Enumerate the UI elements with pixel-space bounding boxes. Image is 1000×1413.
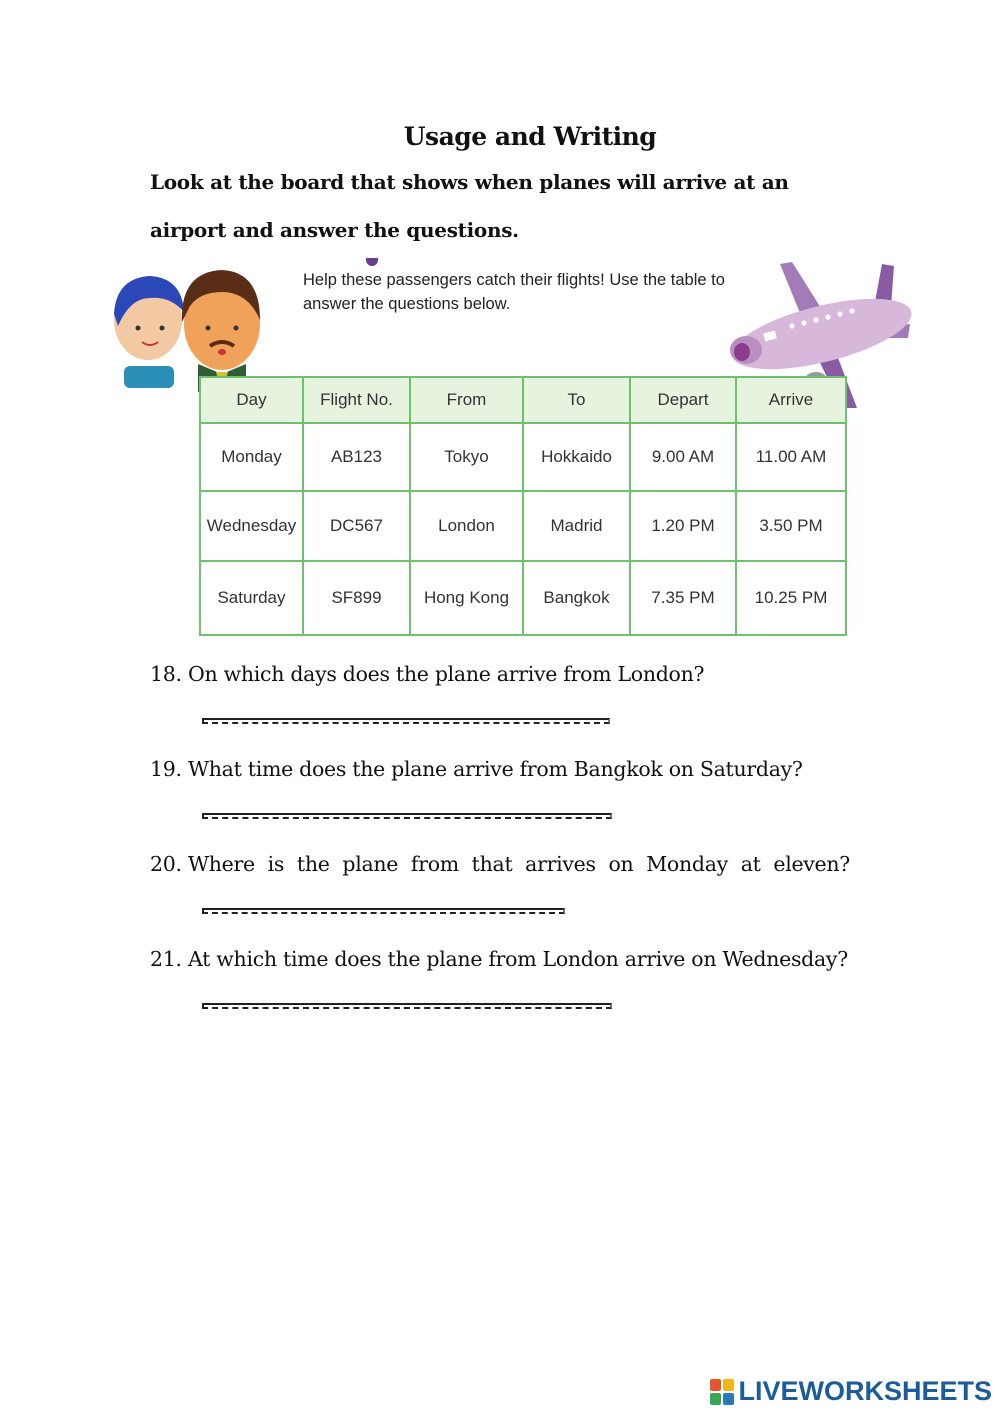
passengers-illustration bbox=[110, 262, 270, 392]
question-number: 18. bbox=[150, 662, 182, 686]
cell-depart: 9.00 AM bbox=[630, 423, 736, 491]
cell-to: Madrid bbox=[523, 491, 630, 561]
header-from: From bbox=[410, 377, 523, 423]
liveworksheets-logo-icon bbox=[710, 1379, 734, 1405]
brand-logo[interactable] bbox=[710, 1376, 992, 1407]
answer-input-18[interactable] bbox=[202, 718, 610, 724]
cell-to: Bangkok bbox=[523, 561, 630, 635]
table-header-row bbox=[200, 377, 846, 423]
instruction-text: Look at the board that shows when planes will arrive at an airport and answer the questions. bbox=[150, 170, 789, 242]
flight-schedule-table bbox=[199, 376, 847, 636]
cell-to: Hokkaido bbox=[523, 423, 630, 491]
question-number: 21. bbox=[150, 947, 182, 971]
cell-from: Hong Kong bbox=[410, 561, 523, 635]
cell-day: Saturday bbox=[200, 561, 303, 635]
helper-text: Help these passengers catch their flights! Use the table to answer the questions below. bbox=[303, 271, 725, 313]
question-text: Where is the plane from that arrives on Monday at eleven? bbox=[188, 852, 850, 876]
question-number: 19. bbox=[150, 757, 182, 781]
table-row bbox=[200, 423, 846, 491]
answer-input-19[interactable] bbox=[202, 813, 612, 819]
question-text: What time does the plane arrive from Bangkok on Saturday? bbox=[188, 757, 803, 781]
question-18 bbox=[150, 662, 850, 686]
page-title: Usage and Writing bbox=[403, 122, 657, 151]
cell-depart: 1.20 PM bbox=[630, 491, 736, 561]
question-20 bbox=[150, 852, 850, 876]
header-depart: Depart bbox=[630, 377, 736, 423]
cell-flight-no: SF899 bbox=[303, 561, 410, 635]
cell-flight-no: AB123 bbox=[303, 423, 410, 491]
decorative-dot bbox=[366, 258, 378, 266]
kid-scarf-icon bbox=[124, 366, 174, 388]
header-day: Day bbox=[200, 377, 303, 423]
table-row bbox=[200, 561, 846, 635]
cell-arrive: 3.50 PM bbox=[736, 491, 846, 561]
question-19 bbox=[150, 757, 850, 781]
question-text: On which days does the plane arrive from London? bbox=[188, 662, 705, 686]
cell-depart: 7.35 PM bbox=[630, 561, 736, 635]
cell-day: Wednesday bbox=[200, 491, 303, 561]
cell-day: Monday bbox=[200, 423, 303, 491]
answer-input-20[interactable] bbox=[202, 908, 565, 914]
table-row bbox=[200, 491, 846, 561]
brand-name: LIVEWORKSHEETS bbox=[738, 1376, 992, 1406]
answer-input-21[interactable] bbox=[202, 1003, 612, 1009]
header-to: To bbox=[523, 377, 630, 423]
cell-from: Tokyo bbox=[410, 423, 523, 491]
cell-arrive: 10.25 PM bbox=[736, 561, 846, 635]
question-text: At which time does the plane from London arrive on Wednesday? bbox=[188, 947, 848, 971]
cell-from: London bbox=[410, 491, 523, 561]
cell-arrive: 11.00 AM bbox=[736, 423, 846, 491]
header-arrive: Arrive bbox=[736, 377, 846, 423]
question-number: 20. bbox=[150, 852, 182, 876]
header-flight-no: Flight No. bbox=[303, 377, 410, 423]
cell-flight-no: DC567 bbox=[303, 491, 410, 561]
question-21 bbox=[150, 947, 850, 971]
